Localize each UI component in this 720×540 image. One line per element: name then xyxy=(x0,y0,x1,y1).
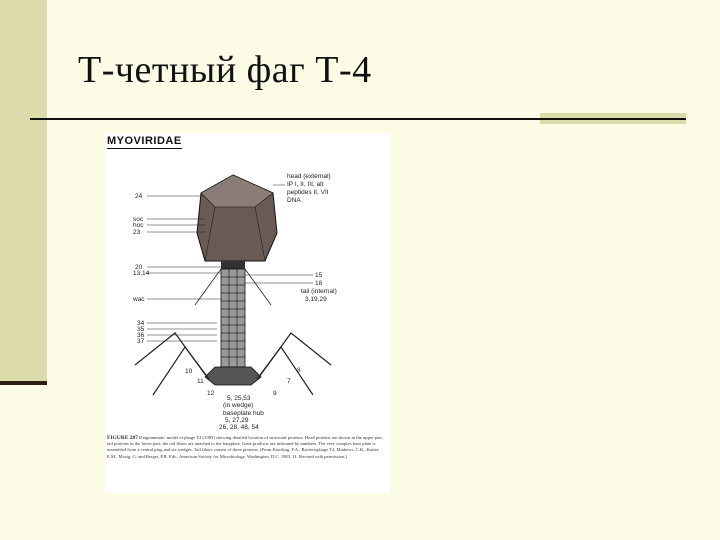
label-gene-7: 7 xyxy=(287,378,291,385)
caption-title: FIGURE 287 xyxy=(107,435,139,441)
label-baseplate-genes-1: 5, 27,29 xyxy=(225,417,249,424)
label-gene-15: 15 xyxy=(315,272,323,279)
label-gene-34: 34 xyxy=(137,320,145,327)
label-gene-18: 18 xyxy=(315,280,323,287)
label-gene-35: 35 xyxy=(137,326,145,333)
label-gene-24: 24 xyxy=(135,193,143,200)
label-internal-proteins: IP I, II, III, alt xyxy=(287,181,324,188)
label-head-external: head (external) xyxy=(287,173,331,180)
figure-heading: MYOVIRIDAE xyxy=(107,135,182,147)
label-peptides: peptides II, VII xyxy=(287,189,329,196)
label-in-wedge: (in wedge) xyxy=(223,402,254,409)
phage-head xyxy=(197,175,277,261)
label-gene-23: 23 xyxy=(133,229,141,236)
label-baseplate-genes-2: 26, 28, 48, 54 xyxy=(219,424,259,431)
label-hub-genes: 5, 25,53 xyxy=(227,395,251,402)
label-gene-13-14: 13,14 xyxy=(133,270,150,277)
label-gene-11: 11 xyxy=(197,378,204,385)
phage-diagram-figure xyxy=(105,133,390,493)
label-gene-12: 12 xyxy=(207,390,215,397)
caption-text: Diagrammatic model of phage T4 (1985) showing detailed location of structural proteins. Head proteins are shown in the upper part, tail proteins in the lower part; the tail fibers are attached to the baseplate. Gene products are indicated by numbers. The very complex base plate is assembled from a central plug and six wedges. Tail fibers consist of three proteins. (From Eiserling, F.A., Bacteriophage T4, Mathews, C.K., Kutter, E.M., Mosig, G. and Berget, P.B. Eds., American Society for Microbiology, Washington, D.C. 1983, 11. Revised with permission.) xyxy=(107,435,383,459)
left-accent-underline xyxy=(0,381,47,385)
label-gene-10: 10 xyxy=(185,368,193,375)
label-tail-internal: tail (internal) xyxy=(301,288,337,295)
label-hoc: hoc xyxy=(133,222,144,229)
title-divider-line xyxy=(30,118,540,120)
label-gene-37: 37 xyxy=(137,338,145,345)
phage-baseplate xyxy=(205,367,261,385)
label-dna: DNA xyxy=(287,197,301,204)
label-baseplate-hub: baseplate hub xyxy=(223,410,264,417)
label-gene-9: 9 xyxy=(273,390,277,397)
phage-tail-sheath xyxy=(221,269,245,367)
label-soc: soc xyxy=(133,216,144,223)
slide-title: Т-четный фаг Т-4 xyxy=(78,49,372,91)
phage-collar xyxy=(221,261,245,269)
label-gene-8: 8 xyxy=(297,367,301,374)
figure-caption xyxy=(107,435,387,460)
label-gene-3-19-29: 3,19,29 xyxy=(305,296,327,303)
title-divider-accent xyxy=(540,113,686,124)
left-accent-band xyxy=(0,0,47,385)
label-gene-36: 36 xyxy=(137,332,145,339)
label-wac: wac xyxy=(133,296,145,303)
phage-t4-drawing xyxy=(105,133,390,433)
label-gene-20: 20 xyxy=(135,264,143,271)
